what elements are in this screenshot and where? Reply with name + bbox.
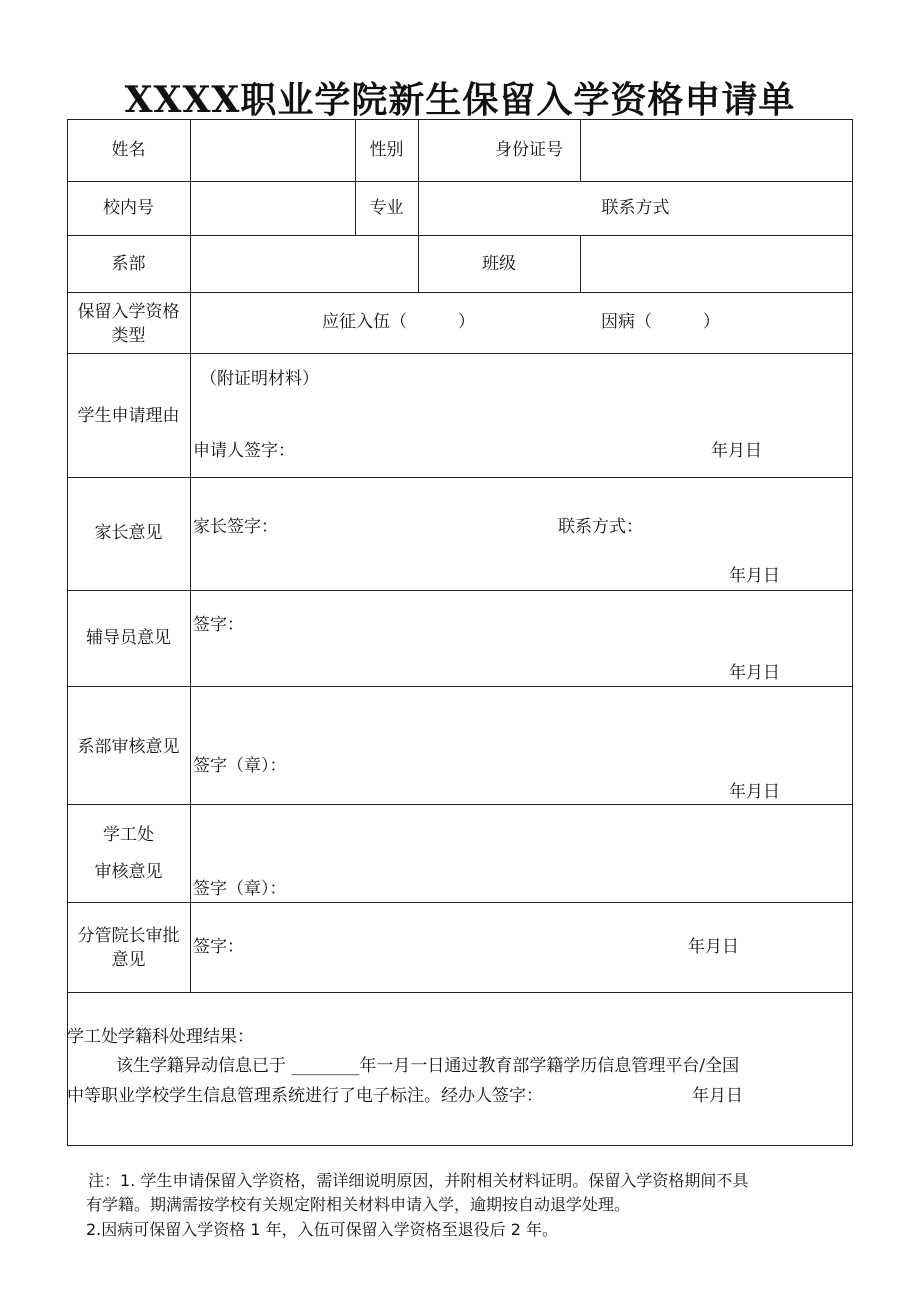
column-divider [355, 119, 356, 235]
applicant-signature: 申请人签字： [193, 441, 295, 461]
note-line-3: 2.因病可保留入学资格 1 年，入伍可保留入学资格至退役后 2 年。 [86, 1220, 558, 1239]
student-affairs-signature: 签字（章）： [193, 879, 287, 899]
dept-review-date: 年月日 [729, 782, 780, 802]
retention-type-label: 保留入学资格 [77, 302, 180, 322]
row-divider [67, 292, 853, 293]
attach-note: （附证明材料） [200, 369, 319, 389]
parent-contact: 联系方式： [558, 517, 643, 537]
result-line-1: 该生学籍异动信息已于 ________年一月一日通过教育部学籍学历信息管理平台/全国 [116, 1056, 740, 1076]
major-label: 专业 [369, 198, 404, 218]
note-line-1: 注：1. 学生申请保留入学资格，需详细说明原因，并附相关材料证明。保留入学资格期间不具 [88, 1171, 749, 1190]
dean-approval-label-2: 意见 [111, 950, 146, 970]
dean-date: 年月日 [688, 937, 739, 957]
result-line-2: 中等职业学校学生信息管理系统进行了电子标注。经办人签字： [67, 1086, 543, 1106]
row-divider [67, 686, 853, 687]
column-divider [190, 119, 191, 992]
option-illness: 因病（ ） [601, 312, 720, 332]
dean-signature: 签字： [193, 937, 244, 957]
counselor-signature: 签字： [193, 615, 244, 635]
student-affairs-label: 学工处 [103, 825, 154, 845]
contact-label: 联系方式 [601, 198, 670, 218]
gender-label: 性别 [369, 140, 404, 160]
counselor-date: 年月日 [729, 663, 780, 683]
retention-type-label-2: 类型 [111, 326, 146, 346]
name-label: 姓名 [111, 140, 146, 160]
counselor-opinion-label: 辅导员意见 [86, 628, 171, 648]
dean-approval-label: 分管院长审批 [77, 926, 180, 946]
id-number-label: 身份证号 [495, 140, 563, 160]
parent-opinion-label: 家长意见 [94, 523, 163, 543]
column-divider [580, 235, 581, 292]
dept-review-label: 系部审核意见 [77, 737, 180, 757]
row-divider [67, 992, 853, 993]
row-divider [67, 902, 853, 903]
form-title: XXXX职业学院新生保留入学资格申请单 [124, 79, 796, 121]
class-label: 班级 [482, 254, 516, 274]
student-affairs-label-2: 审核意见 [94, 862, 163, 882]
row-divider [67, 590, 853, 591]
row-divider [67, 804, 853, 805]
row-divider [67, 353, 853, 354]
reason-label: 学生申请理由 [77, 406, 180, 426]
row-divider [67, 181, 853, 182]
result-date: 年月日 [692, 1086, 743, 1106]
option-military: 应征入伍（ ） [322, 312, 475, 332]
dept-review-signature: 签字（章）： [193, 756, 287, 776]
result-heading: 学工处学籍科处理结果： [67, 1027, 254, 1047]
parent-date: 年月日 [729, 566, 780, 586]
row-divider [67, 235, 853, 236]
row-divider [67, 477, 853, 478]
reason-date: 年月日 [711, 441, 762, 461]
note-line-2: 有学籍。期满需按学校有关规定附相关材料申请入学，逾期按自动退学处理。 [86, 1195, 631, 1214]
school-id-label: 校内号 [103, 198, 154, 218]
parent-signature: 家长签字： [193, 517, 278, 537]
department-label: 系部 [111, 254, 146, 274]
